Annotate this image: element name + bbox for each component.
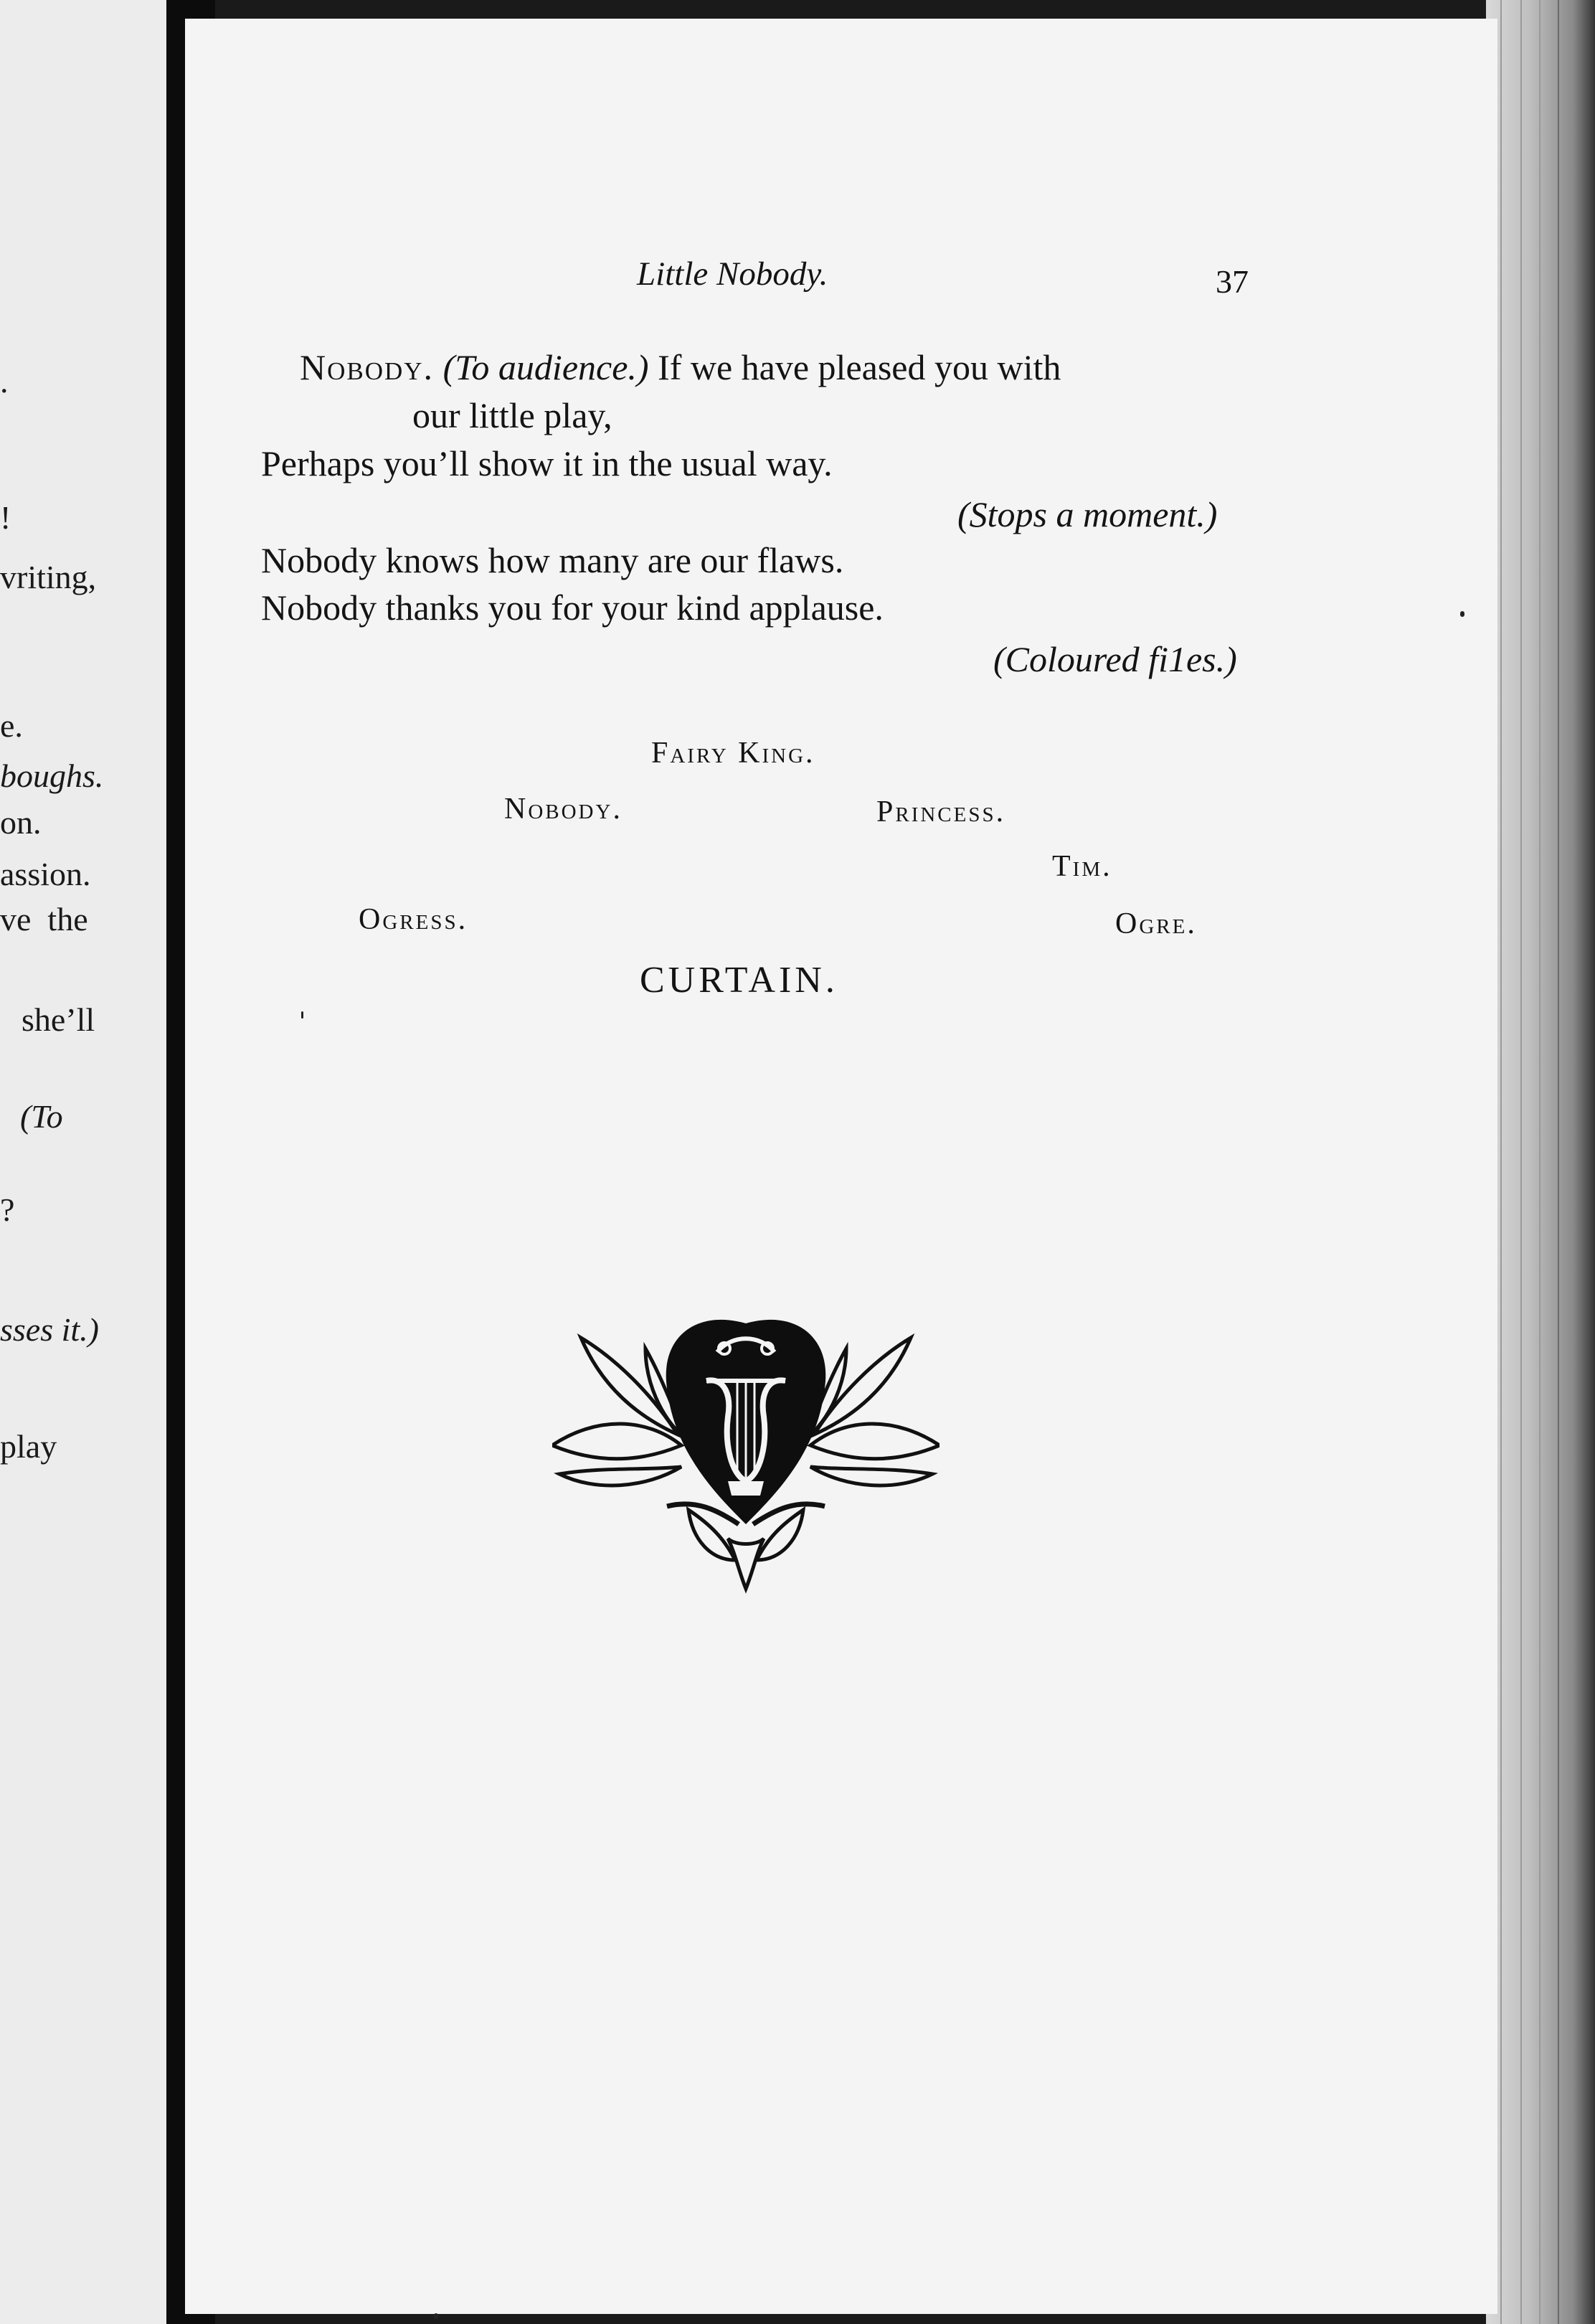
tableau-fairy-king: Fairy King. (651, 737, 815, 770)
speech-line-3: Perhaps you’ll show it in the usual way. (261, 443, 833, 483)
tableau-ogress: Ogress. (359, 903, 468, 936)
page-number: 37 (1216, 263, 1249, 300)
left-page-line: sses it.) (0, 1311, 99, 1348)
page-speck (434, 2313, 438, 2319)
running-head: Little Nobody. (637, 255, 828, 293)
left-page-line: (To (20, 1098, 63, 1135)
stage-direction-coloured-fires: (Coloured fi1es.) (993, 639, 1237, 679)
speech-line-2: our little play, (412, 395, 612, 435)
speech-line-1 (300, 346, 1061, 388)
page-edges (1486, 0, 1595, 2324)
left-page-line: . (0, 363, 9, 400)
speaker-name: Nobody. (300, 347, 435, 387)
left-page-line: ? (0, 1191, 15, 1228)
page-speck (1460, 611, 1464, 617)
stage-direction: (To audience.) (442, 347, 649, 387)
previous-page-fragment (0, 0, 166, 2324)
left-page-line: ! (0, 499, 11, 536)
speech-line-5: Nobody thanks you for your kind applause. (261, 587, 884, 628)
left-page-line: assion. (0, 856, 91, 892)
curtain-heading: CURTAIN. (640, 960, 838, 1001)
left-page-line: e. (0, 707, 23, 744)
left-page-line: play (0, 1428, 57, 1465)
lyre-with-leaves-ornament-icon (552, 1309, 940, 1596)
left-page-line: on. (0, 804, 42, 841)
tableau-tim: Tim. (1052, 850, 1112, 883)
stage-direction-stops: (Stops a moment.) (957, 494, 1218, 534)
page-speck (301, 1011, 303, 1019)
left-page-line: ve the (0, 901, 88, 937)
left-page-line: she’ll (22, 1001, 95, 1038)
tableau-princess: Princess. (876, 795, 1006, 828)
speech-text: If we have pleased you with (658, 347, 1061, 387)
speech-line-4: Nobody knows how many are our flaws. (261, 540, 844, 580)
left-page-line: vriting, (0, 559, 97, 595)
left-page-line: boughs. (0, 757, 104, 794)
tableau-nobody: Nobody. (504, 793, 623, 826)
tableau-ogre: Ogre. (1115, 907, 1197, 940)
